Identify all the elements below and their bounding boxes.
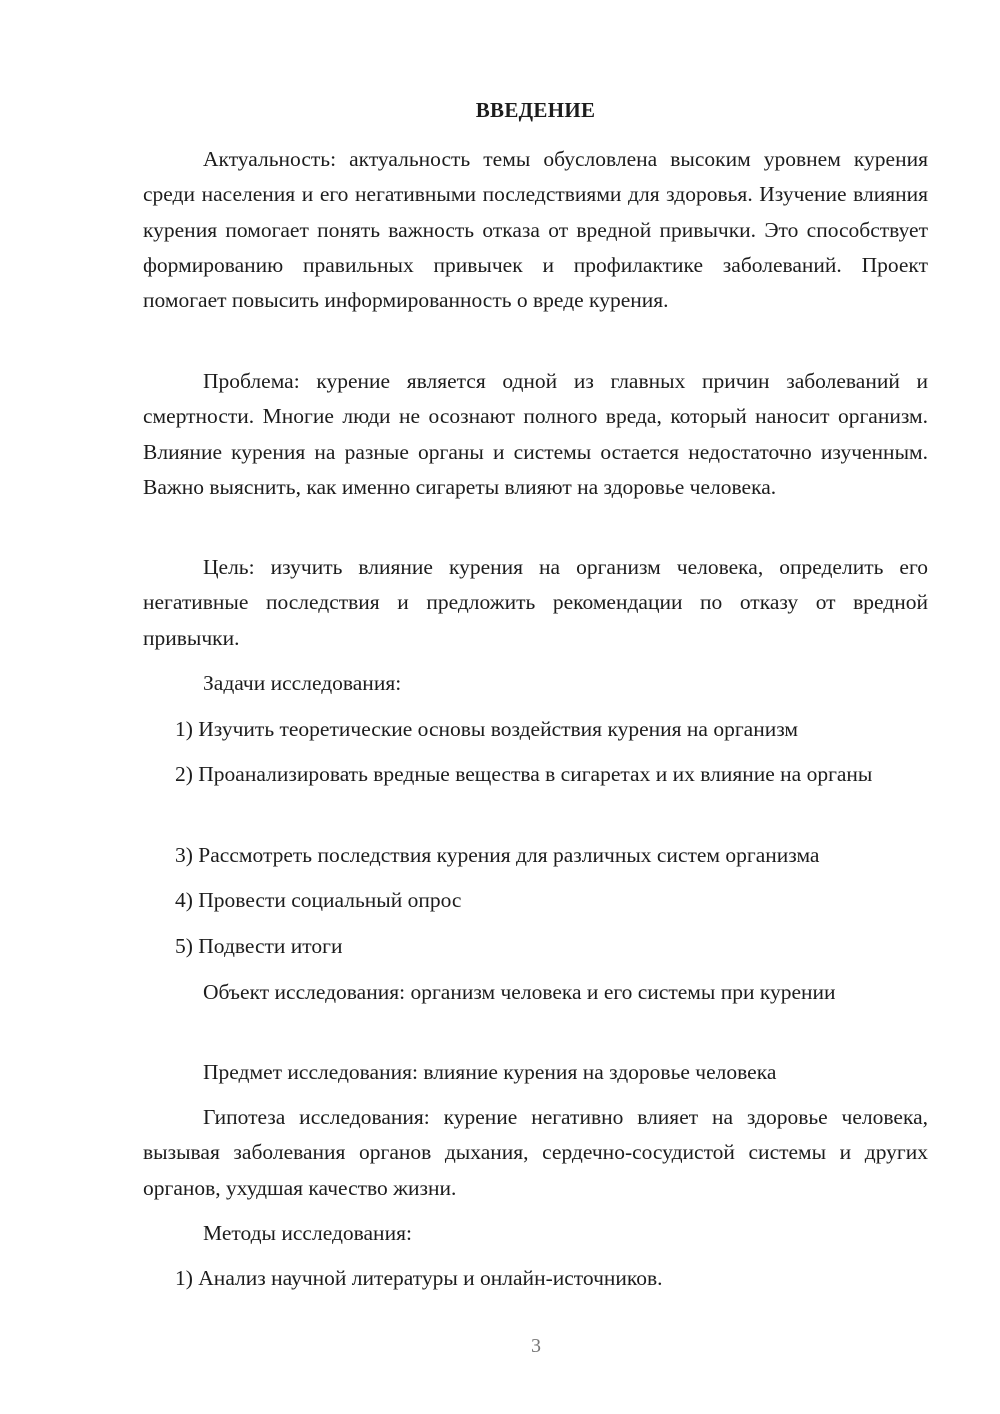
task-item-4: 4) Провести социальный опрос xyxy=(175,888,462,912)
tasks-heading: Задачи исследования: xyxy=(203,671,402,695)
methods-heading: Методы исследования: xyxy=(203,1221,412,1245)
hypothesis-paragraph: Гипотеза исследования: курение негативно влияет на здоровье человека, вызывая заболевания органов дыхания, сердечно-сосудистой системы и других органов, ухудшая качество жизни. xyxy=(143,1105,928,1200)
task-item-3: 3) Рассмотреть последствия курения для различных систем организма xyxy=(175,843,820,867)
method-item-1: 1) Анализ научной литературы и онлайн-источников. xyxy=(175,1266,663,1290)
object-paragraph: Объект исследования: организм человека и его системы при курении xyxy=(203,980,836,1004)
task-item-2: 2) Проанализировать вредные вещества в сигаретах и их влияние на органы xyxy=(175,762,873,786)
task-item-1: 1) Изучить теоретические основы воздействия курения на организм xyxy=(175,717,798,741)
task-item-5: 5) Подвести итоги xyxy=(175,934,343,958)
page-number: 3 xyxy=(531,1335,541,1357)
relevance-paragraph: Актуальность: актуальность темы обусловлена высоким уровнем курения среди населения и его негативными последствиями для здоровья. Изучение влияния курения помогает понять важность отказа от вредной привычки. Это способствует формированию правильных привычек и профилактике заболеваний. Проект помогает повысить информированность о вреде курения. xyxy=(143,147,928,313)
page-title: ВВЕДЕНИЕ xyxy=(475,98,596,122)
subject-paragraph: Предмет исследования: влияние курения на здоровье человека xyxy=(203,1060,777,1084)
problem-paragraph: Проблема: курение является одной из главных причин заболеваний и смертности. Многие люди не осознают полного вреда, который наносит организм. Влияние курения на разные органы и системы остается недостаточно изученным. Важно выяснить, как именно сигареты влияют на здоровье человека. xyxy=(143,369,928,499)
goal-paragraph: Цель: изучить влияние курения на организм человека, определить его негативные последствия и предложить рекомендации по отказу от вредной привычки. xyxy=(143,555,928,650)
